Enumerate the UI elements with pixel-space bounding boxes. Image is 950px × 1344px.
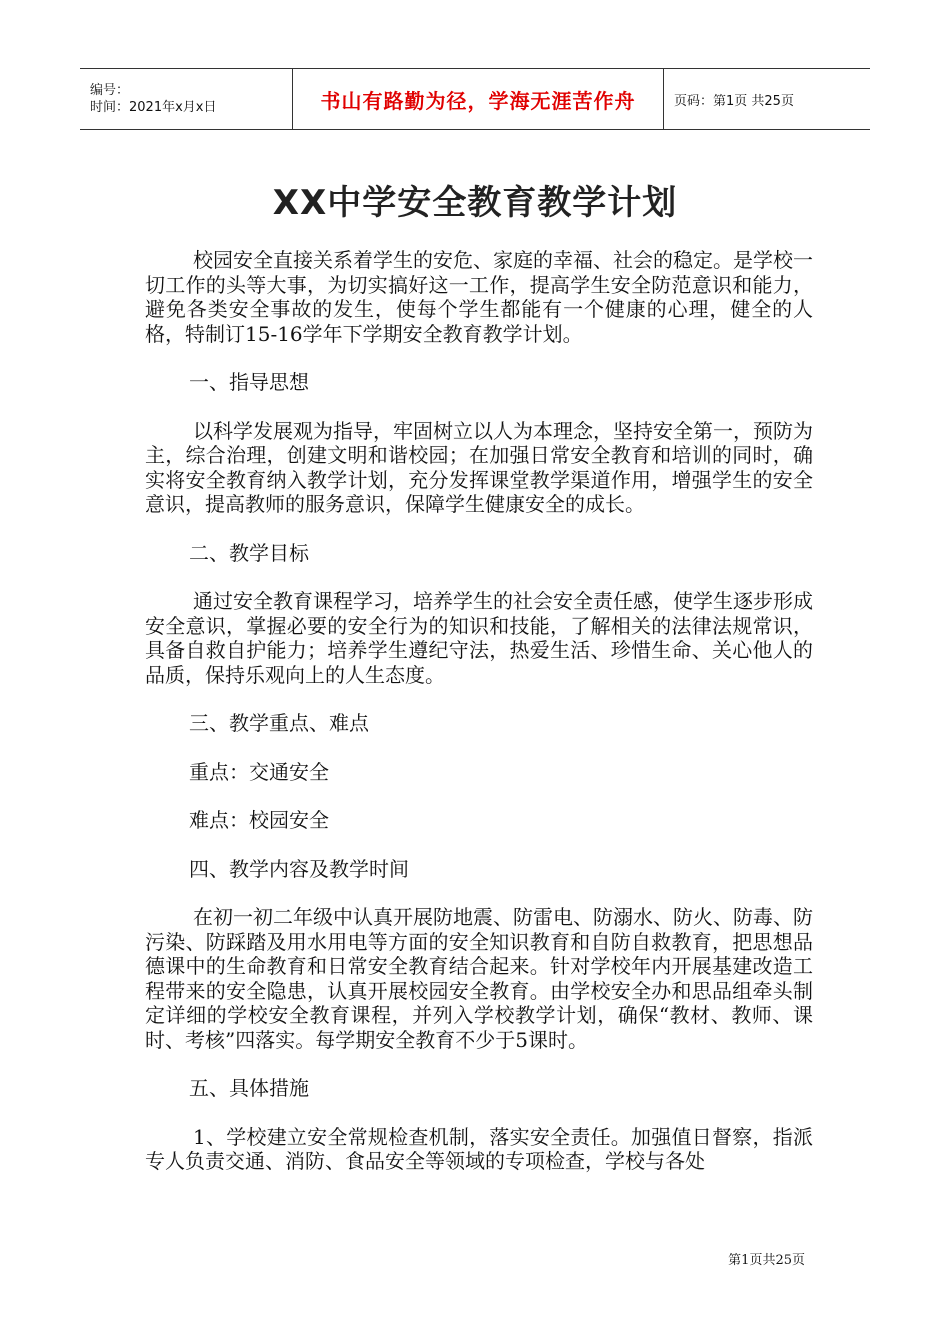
section-heading: 三、教学重点、难点 <box>189 711 369 735</box>
paragraph: 以科学发展观为指导，牢固树立以人为本理念，坚持安全第一，预防为主，综合治理，创建文明和谐校园；在加强日常安全教育和培训的同时，确实将安全教育纳入教学计划，充分发挥课堂教学渠道作用，增强学生的安全意识，提高教师的服务意识，保障学生健康安全的成长。 <box>145 418 813 516</box>
paragraph: 在初一初二年级中认真开展防地震、防雷电、防溺水、防火、防毒、防污染、防踩踏及用水用电等方面的安全知识教育和自防自救教育，把思想品德课中的生命教育和日常安全教育结合起来。针对学校年内开展基建改造工程带来的安全隐患，认真开展校园安全教育。由学校安全办和思品组牵头制定详细的学校安全教育课程，并列入学校教学计划，确保“教材、教师、课时、考核”四落实。每学期安全教育不少于5课时。 <box>145 905 813 1052</box>
header-left-cell <box>80 69 293 129</box>
motto-text: 书山有路勤为径，学海无涯苦作舟 <box>320 88 636 113</box>
section-heading: 五、具体措施 <box>189 1076 309 1100</box>
section-heading: 二、教学目标 <box>189 540 309 565</box>
section-heading: 一、指导思想 <box>189 370 309 394</box>
page-code: 页码：第1页 共25页 <box>674 93 794 109</box>
header-right-cell <box>664 69 870 129</box>
footer-page-number: 第1页共25页 <box>728 1253 805 1268</box>
number-label: 编号： <box>90 83 130 98</box>
document-title: XX中学安全教育教学计划 <box>272 183 678 223</box>
paragraph: 1、学校建立安全常规检查机制，落实安全责任。加强值日督察，指派专人负责交通、消防、食品安全等领域的专项检查，学校与各处 <box>145 1124 813 1173</box>
header-motto-cell <box>293 69 664 129</box>
section-heading: 四、教学内容及教学时间 <box>189 856 409 881</box>
paragraph-difficulty: 难点：校园安全 <box>189 808 329 832</box>
paragraph-focus: 重点：交通安全 <box>189 759 329 784</box>
header-table <box>80 68 870 130</box>
time-label: 时间：2021年x月x日 <box>90 100 217 115</box>
paragraph-intro: 校园安全直接关系着学生的安危、家庭的幸福、社会的稳定。是学校一切工作的头等大事，为切实搞好这一工作，提高学生安全防范意识和能力，避免各类安全事故的发生，使每个学生都能有一个健康的心理，健全的人格，特制订15-16学年下学期安全教育教学计划。 <box>145 248 813 346</box>
document-body <box>145 248 813 1174</box>
paragraph: 通过安全教育课程学习，培养学生的社会安全责任感，使学生逐步形成安全意识，掌握必要的安全行为的知识和技能，了解相关的法律法规常识，具备自救自护能力；培养学生遵纪守法，热爱生活、珍惜生命、关心他人的品质，保持乐观向上的人生态度。 <box>145 589 813 687</box>
